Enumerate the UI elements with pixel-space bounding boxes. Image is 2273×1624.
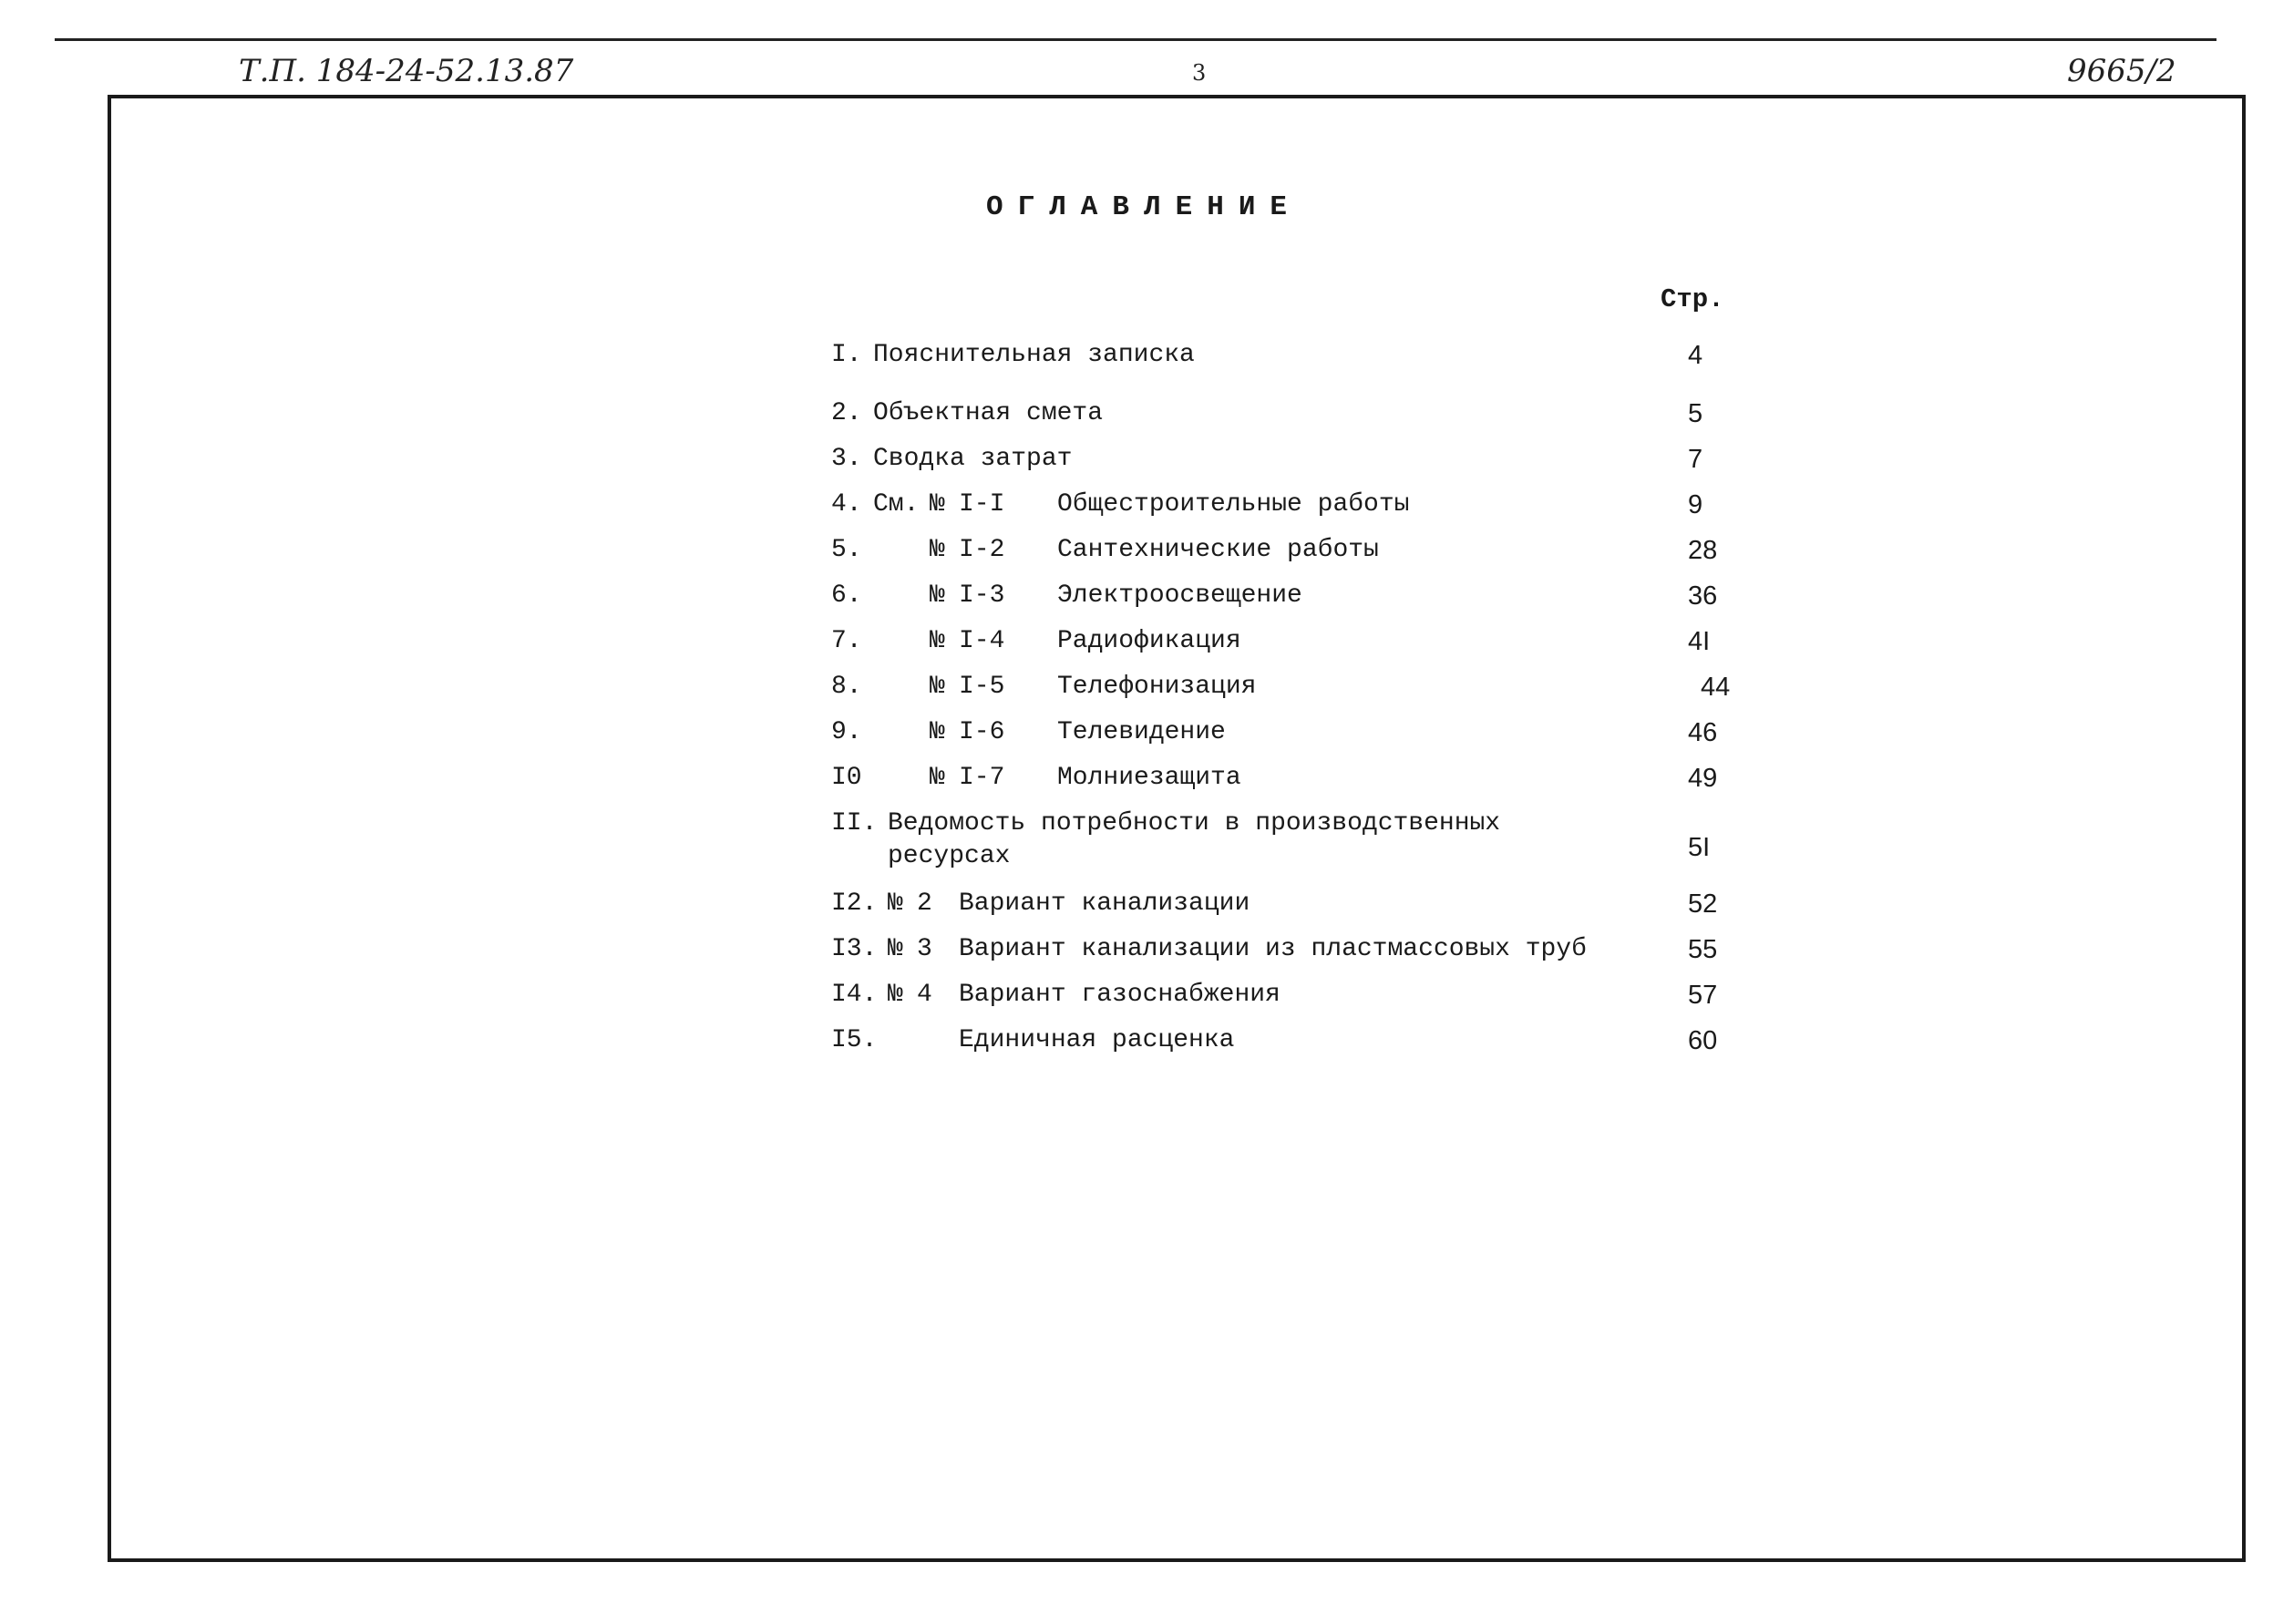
variant-number: 3	[917, 935, 932, 963]
toc-row-3[interactable]	[831, 445, 1743, 485]
number-sign: №	[930, 490, 945, 519]
page-column-label: Стр.	[1661, 284, 1724, 314]
number-sign: №	[930, 581, 945, 610]
toc-row-6[interactable]	[831, 581, 1743, 622]
toc-number: 6.	[831, 581, 862, 610]
toc-title: Сводка затрат	[873, 445, 1073, 473]
number-sign: №	[930, 673, 945, 701]
toc-page: 4I	[1688, 627, 1711, 656]
toc-page: 44	[1701, 673, 1731, 702]
toc-number: 2.	[831, 399, 862, 427]
toc-page: 4	[1688, 341, 1703, 370]
toc-row-8[interactable]	[831, 673, 1743, 713]
toc-page: 7	[1688, 445, 1703, 474]
toc-row-12[interactable]	[831, 889, 1743, 930]
estimate-code: I-2	[959, 536, 1005, 564]
toc-title: Сантехнические работы	[1057, 536, 1379, 564]
toc-title: Телевидение	[1057, 718, 1226, 746]
toc-page: 52	[1688, 889, 1718, 919]
toc-page: 49	[1688, 764, 1718, 793]
album-number: 9665/2	[2067, 53, 2176, 89]
number-sign: №	[930, 536, 945, 564]
toc-page: 36	[1688, 581, 1718, 611]
toc-number: I.	[831, 341, 862, 369]
estimate-code: I-5	[959, 673, 1005, 701]
number-sign: №	[888, 981, 903, 1009]
toc-row-15[interactable]	[831, 1026, 1743, 1066]
toc-number: I5.	[831, 1026, 878, 1054]
number-sign: №	[930, 764, 945, 792]
toc-title: Радиофикация	[1057, 627, 1241, 655]
toc-row-1[interactable]	[831, 341, 1743, 381]
toc-title: Электроосвещение	[1057, 581, 1302, 610]
variant-number: 4	[917, 981, 932, 1009]
toc-row-4[interactable]	[831, 490, 1743, 530]
toc-title: Вариант канализации	[959, 889, 1250, 918]
toc-row-13[interactable]	[831, 935, 1743, 975]
toc-page: 60	[1688, 1026, 1718, 1055]
toc-number: 9.	[831, 718, 862, 746]
toc-number: I0	[831, 764, 862, 792]
toc-title: Телефонизация	[1057, 673, 1257, 701]
estimate-code: I-6	[959, 718, 1005, 746]
top-rule	[55, 38, 2216, 41]
estimate-code: I-I	[959, 490, 1005, 519]
toc-number: 7.	[831, 627, 862, 655]
toc-title: Общестроительные работы	[1057, 490, 1410, 519]
toc-title: Пояснительная записка	[873, 341, 1195, 369]
toc-row-14[interactable]	[831, 981, 1743, 1021]
toc-number: I4.	[831, 981, 878, 1009]
toc-title: Молниезащита	[1057, 764, 1241, 792]
toc-page: 9	[1688, 490, 1703, 519]
number-sign: №	[888, 935, 903, 963]
toc-number: I3.	[831, 935, 878, 963]
toc-number: II.	[831, 809, 878, 838]
estimate-code: I-4	[959, 627, 1005, 655]
toc-row-10[interactable]	[831, 764, 1743, 804]
toc-page: 46	[1688, 718, 1718, 747]
toc-page: 5I	[1688, 833, 1711, 862]
toc-number: 4.	[831, 490, 862, 519]
number-sign: №	[930, 718, 945, 746]
number-sign: №	[930, 627, 945, 655]
toc-prefix: См.	[873, 490, 920, 519]
estimate-code: I-3	[959, 581, 1005, 610]
toc-title: Ведомость потребности в производственных	[888, 809, 1501, 838]
toc-number: I2.	[831, 889, 878, 918]
number-sign: №	[888, 889, 903, 918]
toc-page: 5	[1688, 399, 1703, 428]
toc-page: 55	[1688, 935, 1718, 964]
estimate-code: I-7	[959, 764, 1005, 792]
toc-row-5[interactable]	[831, 536, 1743, 576]
document-code: Т.П. 184-24-52.13.87	[239, 53, 574, 89]
variant-number: 2	[917, 889, 932, 918]
toc-page: 28	[1688, 536, 1718, 565]
toc-row-7[interactable]	[831, 627, 1743, 667]
toc-title: Единичная расценка	[959, 1026, 1235, 1054]
toc-page: 57	[1688, 981, 1718, 1010]
page-title: ОГЛАВЛЕНИЕ	[986, 191, 1302, 223]
toc-number: 8.	[831, 673, 862, 701]
toc-row-2[interactable]	[831, 399, 1743, 439]
toc-row-9[interactable]	[831, 718, 1743, 758]
toc-number: 3.	[831, 445, 862, 473]
toc-title: Вариант газоснабжения	[959, 981, 1280, 1009]
toc-number: 5.	[831, 536, 862, 564]
sheet-number: 3	[1192, 60, 1207, 86]
toc-row-11[interactable]	[831, 809, 1743, 886]
toc-title: Вариант канализации из пластмассовых труб	[959, 935, 1587, 963]
toc-title-continued: ресурсах	[888, 842, 1011, 870]
toc-title: Объектная смета	[873, 399, 1104, 427]
